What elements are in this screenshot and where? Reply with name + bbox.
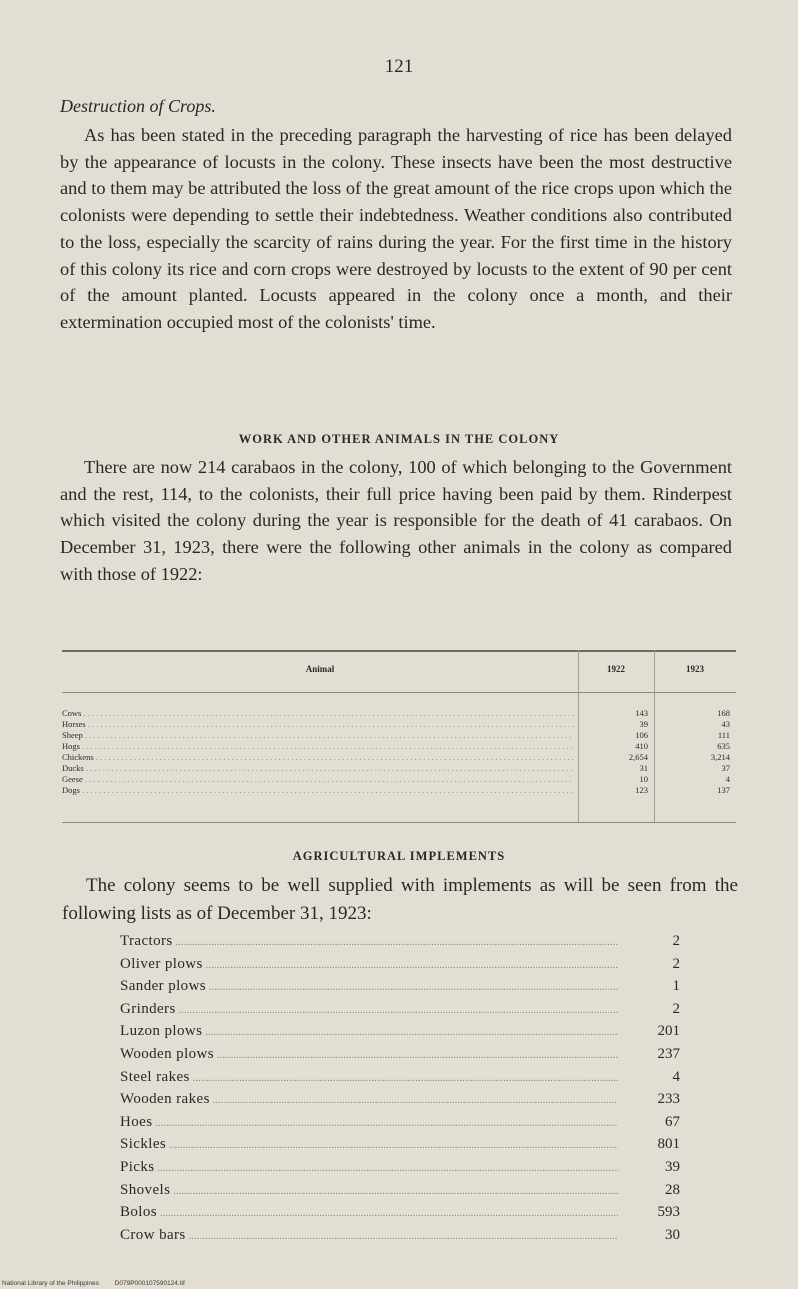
implement-count: 28	[665, 1181, 680, 1198]
animal-name: Ducks . . .	[62, 763, 574, 774]
implement-count: 1	[672, 978, 680, 995]
implement-count: 2	[672, 1000, 680, 1017]
implement-name: Sander plows .....	[120, 975, 618, 999]
implement-name: Luzon plows .....	[120, 1020, 618, 1044]
work-animals-paragraph-text: There are now 214 carabaos in the colony, 100 of which belonging to the Government and the rest, 114, to the colonists, their full price having been paid by them. Rinderpest which visited the colony during the year is responsible for the death of 41 carabaos. On December 31, 1923, there were the following other animals in the colony as compared with those of 1922:	[60, 457, 732, 584]
destruction-heading: Destruction of Crops.	[60, 96, 216, 116]
implement-count: 237	[657, 1045, 680, 1062]
animal-count-1922: 106	[635, 730, 648, 740]
scan-footer	[2, 1280, 199, 1287]
table-row	[62, 741, 736, 752]
animal-name: Geese . . .	[62, 774, 574, 785]
destruction-paragraph	[60, 122, 732, 336]
animal-count-1923: 168	[717, 708, 730, 718]
list-item	[120, 953, 682, 976]
implement-name: Crow bars .....	[120, 1224, 618, 1248]
implement-name: Picks .....	[120, 1156, 618, 1180]
animal-table	[62, 650, 736, 826]
implement-count: 67	[665, 1113, 680, 1130]
implement-count: 801	[657, 1136, 680, 1153]
list-item	[120, 1066, 682, 1089]
animal-name: Dogs . . .	[62, 785, 574, 796]
animal-name: Chickens . . .	[62, 752, 574, 763]
animal-count-1922: 39	[639, 719, 648, 729]
implement-name: Steel rakes .....	[120, 1066, 618, 1090]
implement-count: 593	[657, 1204, 680, 1221]
table-header-1923: 1923	[686, 664, 704, 674]
implement-count: 2	[672, 933, 680, 949]
list-item	[120, 1156, 682, 1179]
list-item	[120, 998, 682, 1021]
list-item	[120, 1111, 682, 1134]
implement-count: 233	[657, 1091, 680, 1108]
implement-name: Oliver plows .....	[120, 953, 618, 977]
animal-count-1922: 143	[635, 708, 648, 718]
table-row	[62, 730, 736, 741]
table-row	[62, 752, 736, 763]
work-animals-paragraph	[60, 454, 732, 588]
table-row	[62, 774, 736, 785]
list-item	[120, 1020, 682, 1043]
list-item	[120, 975, 682, 998]
list-item	[120, 1201, 682, 1224]
page-number: 121	[384, 56, 414, 77]
animal-count-1922: 123	[635, 785, 648, 795]
implements-paragraph-text: The colony seems to be well supplied with implements as will be seen from the following lists as of December 31, 1923:	[62, 875, 738, 924]
implement-name: Grinders .....	[120, 998, 618, 1022]
table-header-rule	[62, 692, 736, 693]
implement-count: 2	[672, 955, 680, 972]
table-top-rule	[62, 650, 736, 652]
list-item	[120, 1043, 682, 1066]
list-item	[120, 1224, 682, 1247]
table-header-1922: 1922	[607, 664, 625, 674]
implement-count: 4	[672, 1068, 680, 1085]
implements-paragraph	[62, 872, 738, 928]
list-item	[120, 1088, 682, 1111]
implements-list	[120, 930, 682, 1246]
implement-name: Shovels .....	[120, 1179, 618, 1203]
implement-count: 30	[665, 1226, 680, 1243]
animal-count-1923: 635	[717, 741, 730, 751]
animal-name: Horses . . .	[62, 719, 574, 730]
table-row	[62, 708, 736, 719]
implements-heading: AGRICULTURAL IMPLEMENTS	[292, 849, 506, 863]
table-row	[62, 785, 736, 796]
footer-library: National Library of the Philippines	[2, 1280, 99, 1287]
implement-count: 39	[665, 1158, 680, 1175]
list-item	[120, 930, 682, 953]
animal-count-1923: 43	[721, 719, 730, 729]
animal-count-1923: 111	[717, 730, 730, 740]
implement-name: Hoes .....	[120, 1111, 618, 1135]
implement-name: Tractors .....	[120, 930, 618, 954]
implement-count: 201	[657, 1023, 680, 1040]
work-animals-heading: WORK AND OTHER ANIMALS IN THE COLONY	[238, 432, 560, 446]
animal-name: Hogs . . .	[62, 741, 574, 752]
implement-name: Sickles .....	[120, 1133, 618, 1157]
table-row	[62, 719, 736, 730]
animal-count-1923: 4	[725, 774, 730, 784]
implement-name: Wooden rakes .....	[120, 1088, 618, 1112]
animal-name: Sheep . . .	[62, 730, 574, 741]
list-item	[120, 1133, 682, 1156]
destruction-paragraph-text: As has been stated in the preceding paragraph the harvesting of rice has been delayed by the appearance of locusts in the colony. These insects have been the most destructive and to them may be attributed the loss of the great amount of the rice crops upon which the colonists were depending to settle their indebtedness. Weather conditions also contributed to the loss, especially the scarcity of rains during the year. For the first time in the history of this colony its rice and corn crops were destroyed by locusts to the extent of 90 per cent of the amount planted. Locusts appeared in the colony once a month, and their extermination occupied most of the colonists' time.	[60, 125, 732, 332]
list-item	[120, 1179, 682, 1202]
animal-name: Cows . . .	[62, 708, 574, 719]
animal-count-1922: 10	[639, 774, 648, 784]
implement-name: Wooden plows .....	[120, 1043, 618, 1067]
animal-count-1923: 137	[717, 785, 730, 795]
table-bottom-rule	[62, 822, 736, 823]
animal-count-1923: 37	[721, 763, 730, 773]
table-header-animal: Animal	[305, 664, 335, 674]
footer-id: D079P000107590124.tif	[114, 1280, 185, 1287]
implement-name: Bolos .....	[120, 1201, 618, 1225]
animal-count-1922: 410	[635, 741, 648, 751]
animal-count-1923: 3,214	[710, 752, 730, 762]
animal-count-1922: 31	[639, 763, 648, 773]
table-row	[62, 763, 736, 774]
animal-count-1922: 2,654	[628, 752, 648, 762]
